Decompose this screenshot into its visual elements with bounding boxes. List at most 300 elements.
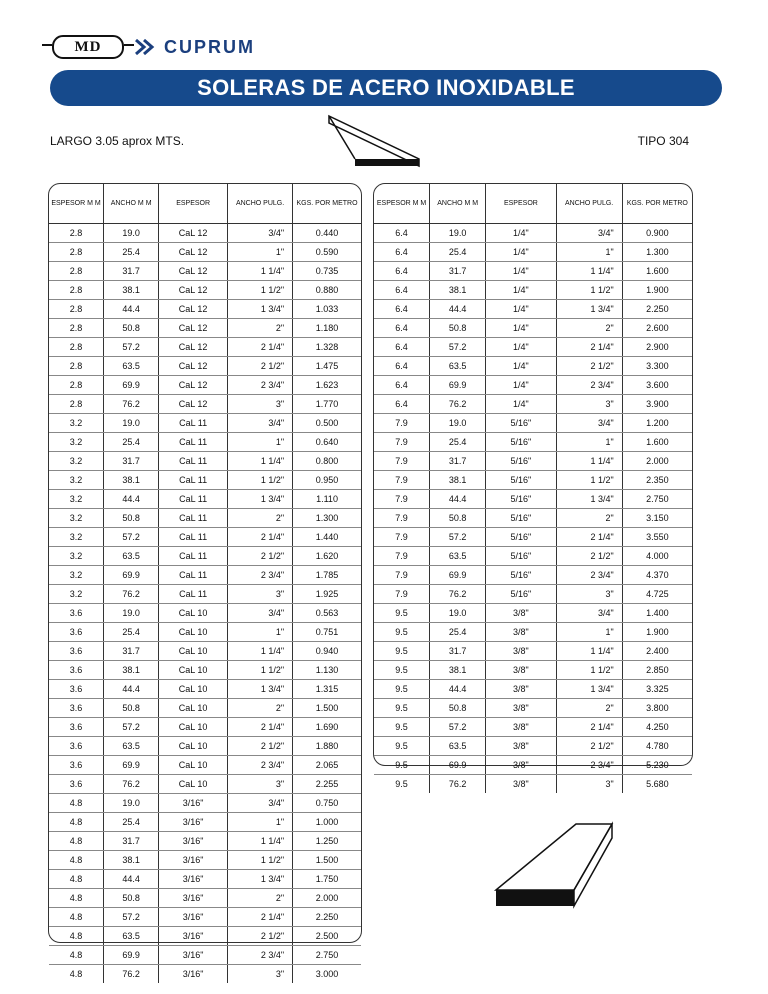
cell-ancho-mm: 57.2 <box>104 908 159 926</box>
cell-ancho-pulg: 2" <box>228 509 293 527</box>
cell-ancho-pulg: 2" <box>557 699 623 717</box>
cell-ancho-pulg: 2 1/2" <box>557 547 623 565</box>
cell-espesor: 3/8" <box>486 718 556 736</box>
cell-ancho-mm: 38.1 <box>430 661 486 679</box>
cell-ancho-mm: 69.9 <box>104 946 159 964</box>
cell-espesor-mm: 3.6 <box>49 718 104 736</box>
cell-espesor-mm: 9.5 <box>374 699 430 717</box>
table-row <box>49 319 361 338</box>
cell-kgs-metro: 3.550 <box>646 532 669 542</box>
cell-kgs-metro: 0.500 <box>315 418 339 428</box>
table-row <box>49 281 361 300</box>
cell-kgs-metro: 2.750 <box>646 494 669 504</box>
cell-espesor-mm: 2.8 <box>49 338 104 356</box>
cell-espesor-mm: 3.2 <box>49 509 104 527</box>
cell-espesor: 5/16" <box>486 471 556 489</box>
cell-ancho-mm: 69.9 <box>430 756 486 774</box>
cell-espesor: CaL 12 <box>159 224 228 242</box>
header-kgs-metro: KGS. POR METRO <box>296 200 358 207</box>
table-row <box>49 794 361 813</box>
table-right <box>373 183 693 789</box>
cell-ancho-mm: 69.9 <box>104 756 159 774</box>
table-row <box>374 756 692 775</box>
cell-ancho-pulg: 2 1/2" <box>228 547 293 565</box>
cell-espesor: 3/16" <box>159 794 228 812</box>
cell-ancho-mm: 76.2 <box>430 585 486 603</box>
table-row <box>49 338 361 357</box>
cell-ancho-mm: 63.5 <box>104 547 159 565</box>
cell-espesor: 5/16" <box>486 585 556 603</box>
cell-ancho-mm: 44.4 <box>104 680 159 698</box>
header-espesor: ESPESOR <box>159 184 228 223</box>
table-row <box>49 224 361 243</box>
cell-espesor-mm: 2.8 <box>49 319 104 337</box>
table-row <box>49 642 361 661</box>
cell-espesor: CaL 11 <box>159 414 228 432</box>
cell-ancho-pulg: 2 1/2" <box>557 737 623 755</box>
cell-ancho-pulg: 2 3/4" <box>228 946 293 964</box>
cell-ancho-pulg: 3" <box>228 395 293 413</box>
cell-ancho-mm: 50.8 <box>104 889 159 907</box>
cell-ancho-pulg: 1 3/4" <box>557 300 623 318</box>
cell-ancho-mm: 38.1 <box>430 471 486 489</box>
cell-espesor: 3/16" <box>159 927 228 945</box>
cell-ancho-mm: 44.4 <box>104 870 159 888</box>
table-row <box>49 300 361 319</box>
cell-espesor-mm: 3.6 <box>49 604 104 622</box>
table-row <box>49 775 361 794</box>
cell-kgs-metro: 5.680 <box>646 779 669 789</box>
cell-ancho-pulg: 3" <box>228 775 293 793</box>
cell-espesor: 3/8" <box>486 642 556 660</box>
cell-espesor-mm: 7.9 <box>374 471 430 489</box>
cell-ancho-mm: 44.4 <box>104 490 159 508</box>
table-row <box>374 243 692 262</box>
cell-ancho-mm: 25.4 <box>104 433 159 451</box>
cell-ancho-mm: 44.4 <box>104 300 159 318</box>
cell-espesor: 3/8" <box>486 775 556 793</box>
cell-espesor-mm: 3.6 <box>49 699 104 717</box>
cell-kgs-metro: 0.940 <box>315 646 339 656</box>
cell-espesor-mm: 4.8 <box>49 870 104 888</box>
cell-kgs-metro: 2.500 <box>315 931 339 941</box>
cell-espesor: 1/4" <box>486 243 556 261</box>
cell-espesor: CaL 11 <box>159 585 228 603</box>
cell-espesor: CaL 11 <box>159 452 228 470</box>
cell-ancho-mm: 38.1 <box>104 851 159 869</box>
cell-espesor: 3/8" <box>486 737 556 755</box>
cell-espesor-mm: 3.6 <box>49 737 104 755</box>
cell-ancho-pulg: 1 3/4" <box>557 680 623 698</box>
cell-espesor-mm: 3.2 <box>49 471 104 489</box>
cell-espesor: 3/16" <box>159 813 228 831</box>
cell-ancho-mm: 44.4 <box>430 680 486 698</box>
table-row <box>374 547 692 566</box>
cell-espesor: CaL 12 <box>159 376 228 394</box>
cell-espesor-mm: 3.2 <box>49 547 104 565</box>
cell-kgs-metro: 2.250 <box>646 304 669 314</box>
table-left <box>48 183 362 979</box>
cell-ancho-mm: 44.4 <box>430 300 486 318</box>
cell-espesor-mm: 2.8 <box>49 281 104 299</box>
table-row <box>49 509 361 528</box>
table-row <box>49 414 361 433</box>
cell-ancho-pulg: 1" <box>228 433 293 451</box>
table-row <box>374 414 692 433</box>
header-ancho-pulg: ANCHO PULG. <box>228 184 293 223</box>
cell-kgs-metro: 3.325 <box>646 684 669 694</box>
cell-kgs-metro: 0.751 <box>315 627 339 637</box>
table-row <box>49 376 361 395</box>
cell-espesor-mm: 6.4 <box>374 281 430 299</box>
cell-espesor-mm: 9.5 <box>374 775 430 793</box>
cell-kgs-metro: 1.925 <box>315 589 339 599</box>
cell-ancho-pulg: 1 1/4" <box>228 262 293 280</box>
cell-espesor: 1/4" <box>486 224 556 242</box>
cell-espesor: 3/8" <box>486 756 556 774</box>
company-logo <box>52 34 255 60</box>
cell-kgs-metro: 2.400 <box>646 646 669 656</box>
cell-ancho-pulg: 2 3/4" <box>228 566 293 584</box>
cell-ancho-pulg: 1 3/4" <box>228 680 293 698</box>
cell-kgs-metro: 1.110 <box>316 494 338 504</box>
cell-kgs-metro: 1.770 <box>315 399 339 409</box>
cell-espesor-mm: 9.5 <box>374 642 430 660</box>
table-row <box>49 547 361 566</box>
cell-ancho-pulg: 2" <box>228 699 293 717</box>
cell-ancho-mm: 63.5 <box>430 357 486 375</box>
cell-kgs-metro: 4.780 <box>646 741 669 751</box>
table-row <box>374 585 692 604</box>
cell-espesor: 5/16" <box>486 433 556 451</box>
cell-espesor-mm: 2.8 <box>49 395 104 413</box>
cell-espesor: 1/4" <box>486 357 556 375</box>
cell-kgs-metro: 1.000 <box>315 817 339 827</box>
cell-ancho-pulg: 1 1/2" <box>557 281 623 299</box>
cell-espesor-mm: 9.5 <box>374 737 430 755</box>
cell-espesor: 5/16" <box>486 509 556 527</box>
cell-espesor: 1/4" <box>486 281 556 299</box>
bar-top-illustration <box>325 113 425 171</box>
cell-espesor: CaL 12 <box>159 319 228 337</box>
header-espesor: ESPESOR <box>486 184 556 223</box>
cell-kgs-metro: 2.750 <box>315 950 339 960</box>
cell-ancho-pulg: 2 3/4" <box>228 376 293 394</box>
table-row <box>49 262 361 281</box>
cell-ancho-pulg: 2 1/2" <box>228 737 293 755</box>
table-row <box>49 490 361 509</box>
cell-espesor-mm: 6.4 <box>374 224 430 242</box>
cell-kgs-metro: 2.250 <box>315 912 339 922</box>
cell-kgs-metro: 1.180 <box>315 323 339 333</box>
cell-ancho-mm: 38.1 <box>430 281 486 299</box>
cell-espesor: 1/4" <box>486 262 556 280</box>
header-espesor-mm: ESPESOR M M <box>49 184 104 223</box>
cell-espesor: CaL 12 <box>159 243 228 261</box>
brand-name: CUPRUM <box>164 36 255 57</box>
cell-espesor-mm: 3.2 <box>49 528 104 546</box>
cell-ancho-mm: 63.5 <box>104 927 159 945</box>
cell-espesor-mm: 3.6 <box>49 661 104 679</box>
cell-espesor-mm: 9.5 <box>374 680 430 698</box>
cell-espesor: CaL 10 <box>159 680 228 698</box>
cell-espesor-mm: 3.6 <box>49 642 104 660</box>
cell-ancho-pulg: 1" <box>228 243 293 261</box>
cell-espesor-mm: 7.9 <box>374 566 430 584</box>
cell-espesor: 5/16" <box>486 452 556 470</box>
table-row <box>49 680 361 699</box>
table-row <box>374 338 692 357</box>
cell-ancho-mm: 57.2 <box>104 718 159 736</box>
cell-kgs-metro: 3.000 <box>315 969 339 979</box>
cell-espesor: 3/8" <box>486 623 556 641</box>
cell-ancho-mm: 57.2 <box>430 718 486 736</box>
cell-ancho-pulg: 1" <box>557 623 623 641</box>
cell-espesor-mm: 6.4 <box>374 338 430 356</box>
bar-bottom-illustration <box>494 820 616 910</box>
cell-espesor-mm: 7.9 <box>374 452 430 470</box>
cell-espesor-mm: 3.6 <box>49 775 104 793</box>
cell-ancho-pulg: 3/4" <box>557 414 623 432</box>
cell-kgs-metro: 4.725 <box>646 589 669 599</box>
table-row <box>49 889 361 908</box>
table-row <box>374 357 692 376</box>
cell-ancho-pulg: 2 3/4" <box>557 376 623 394</box>
cell-ancho-pulg: 1 1/2" <box>228 471 293 489</box>
cell-espesor: 1/4" <box>486 338 556 356</box>
table-row <box>49 395 361 414</box>
table-row <box>49 604 361 623</box>
cell-kgs-metro: 1.475 <box>315 361 339 371</box>
cell-ancho-pulg: 2 1/4" <box>557 528 623 546</box>
cell-espesor-mm: 2.8 <box>49 243 104 261</box>
cell-ancho-pulg: 1 3/4" <box>228 300 293 318</box>
table-row <box>374 661 692 680</box>
cell-ancho-pulg: 1 3/4" <box>228 870 293 888</box>
table-row <box>374 604 692 623</box>
cell-espesor: 1/4" <box>486 300 556 318</box>
cell-ancho-mm: 50.8 <box>104 509 159 527</box>
cell-espesor: CaL 10 <box>159 642 228 660</box>
cell-kgs-metro: 1.623 <box>315 380 339 390</box>
cell-espesor: CaL 10 <box>159 699 228 717</box>
cell-espesor: 5/16" <box>486 528 556 546</box>
cell-kgs-metro: 1.900 <box>646 285 669 295</box>
table-row <box>374 680 692 699</box>
cell-espesor: CaL 10 <box>159 623 228 641</box>
cell-ancho-pulg: 1 1/2" <box>228 851 293 869</box>
cell-kgs-metro: 4.370 <box>646 570 669 580</box>
cell-ancho-mm: 76.2 <box>430 775 486 793</box>
cell-kgs-metro: 0.950 <box>315 475 339 485</box>
cell-ancho-pulg: 2 3/4" <box>557 756 623 774</box>
cell-espesor: CaL 12 <box>159 300 228 318</box>
cell-ancho-mm: 31.7 <box>430 642 486 660</box>
cell-espesor: 3/16" <box>159 965 228 983</box>
table-row <box>374 737 692 756</box>
cell-ancho-pulg: 3/4" <box>557 604 623 622</box>
cell-ancho-pulg: 3" <box>228 585 293 603</box>
table-row <box>374 300 692 319</box>
table-row <box>374 490 692 509</box>
cell-kgs-metro: 1.880 <box>315 741 339 751</box>
cell-espesor-mm: 7.9 <box>374 433 430 451</box>
cell-ancho-pulg: 2 1/4" <box>557 338 623 356</box>
table-row <box>49 851 361 870</box>
cell-espesor-mm: 3.2 <box>49 452 104 470</box>
cell-espesor-mm: 3.2 <box>49 566 104 584</box>
cell-kgs-metro: 2.600 <box>646 323 669 333</box>
cell-espesor-mm: 4.8 <box>49 794 104 812</box>
cell-kgs-metro: 3.150 <box>646 513 669 523</box>
cell-ancho-mm: 19.0 <box>104 414 159 432</box>
cell-ancho-mm: 69.9 <box>430 566 486 584</box>
table-row <box>374 699 692 718</box>
cell-ancho-pulg: 2 3/4" <box>557 566 623 584</box>
table-row <box>49 756 361 775</box>
cell-kgs-metro: 1.600 <box>646 437 669 447</box>
table-row <box>49 832 361 851</box>
cell-kgs-metro: 1.300 <box>315 513 339 523</box>
cell-ancho-mm: 19.0 <box>104 604 159 622</box>
cell-ancho-pulg: 3/4" <box>228 794 293 812</box>
table-row <box>374 395 692 414</box>
cell-kgs-metro: 1.500 <box>315 855 339 865</box>
cell-espesor: CaL 12 <box>159 338 228 356</box>
cell-ancho-pulg: 1 1/4" <box>228 642 293 660</box>
cell-kgs-metro: 3.600 <box>646 380 669 390</box>
cell-ancho-pulg: 2 1/2" <box>228 927 293 945</box>
cell-ancho-mm: 25.4 <box>104 623 159 641</box>
cell-espesor-mm: 7.9 <box>374 528 430 546</box>
cell-ancho-pulg: 3" <box>557 585 623 603</box>
cell-kgs-metro: 1.328 <box>315 342 339 352</box>
cell-espesor: CaL 11 <box>159 509 228 527</box>
cell-kgs-metro: 1.130 <box>315 665 339 675</box>
cell-espesor-mm: 6.4 <box>374 243 430 261</box>
table-row <box>374 281 692 300</box>
cell-ancho-pulg: 2 1/4" <box>228 908 293 926</box>
cell-ancho-mm: 19.0 <box>104 224 159 242</box>
table-row <box>374 623 692 642</box>
cell-ancho-pulg: 1" <box>228 813 293 831</box>
cell-espesor-mm: 4.8 <box>49 908 104 926</box>
table-row <box>374 224 692 243</box>
cell-espesor-mm: 7.9 <box>374 490 430 508</box>
table-row <box>49 908 361 927</box>
cell-ancho-mm: 31.7 <box>430 262 486 280</box>
cell-espesor: CaL 12 <box>159 262 228 280</box>
cell-espesor-mm: 2.8 <box>49 376 104 394</box>
table-row <box>49 737 361 756</box>
cell-espesor-mm: 2.8 <box>49 262 104 280</box>
cell-espesor-mm: 4.8 <box>49 889 104 907</box>
cell-espesor: CaL 12 <box>159 281 228 299</box>
table-row <box>49 566 361 585</box>
table-row <box>49 946 361 965</box>
cell-kgs-metro: 1.300 <box>646 247 669 257</box>
cell-espesor-mm: 9.5 <box>374 623 430 641</box>
table-row <box>49 927 361 946</box>
cell-ancho-mm: 25.4 <box>104 813 159 831</box>
table-row <box>49 870 361 889</box>
cell-ancho-mm: 76.2 <box>104 775 159 793</box>
cell-espesor: CaL 12 <box>159 357 228 375</box>
cell-ancho-pulg: 1 1/4" <box>228 832 293 850</box>
cell-espesor-mm: 4.8 <box>49 832 104 850</box>
cell-ancho-pulg: 2 1/4" <box>228 718 293 736</box>
cell-ancho-pulg: 1 1/4" <box>228 452 293 470</box>
cell-ancho-mm: 19.0 <box>104 794 159 812</box>
table-row <box>49 243 361 262</box>
cell-ancho-pulg: 1 1/4" <box>557 452 623 470</box>
cell-kgs-metro: 1.033 <box>315 304 339 314</box>
header-ancho-mm: ANCHO M M <box>104 184 159 223</box>
cell-kgs-metro: 1.900 <box>646 627 669 637</box>
cell-ancho-pulg: 1 1/2" <box>557 661 623 679</box>
cell-ancho-mm: 31.7 <box>104 452 159 470</box>
cell-ancho-pulg: 1 1/2" <box>228 661 293 679</box>
cell-kgs-metro: 2.065 <box>315 760 339 770</box>
table-row <box>374 509 692 528</box>
cell-kgs-metro: 1.200 <box>646 418 669 428</box>
cell-espesor: CaL 10 <box>159 604 228 622</box>
cell-espesor-mm: 4.8 <box>49 813 104 831</box>
table-row <box>49 585 361 604</box>
chevron-right-icon <box>134 38 158 56</box>
table-row <box>374 262 692 281</box>
cell-espesor-mm: 6.4 <box>374 376 430 394</box>
cell-ancho-mm: 57.2 <box>104 338 159 356</box>
cell-kgs-metro: 2.850 <box>646 665 669 675</box>
cell-ancho-pulg: 2 1/4" <box>228 338 293 356</box>
cell-ancho-pulg: 2 1/2" <box>228 357 293 375</box>
cell-ancho-pulg: 2 1/4" <box>557 718 623 736</box>
cell-espesor: 1/4" <box>486 319 556 337</box>
cell-ancho-mm: 31.7 <box>104 262 159 280</box>
cell-ancho-pulg: 2" <box>228 889 293 907</box>
cell-espesor-mm: 6.4 <box>374 357 430 375</box>
table-row <box>374 775 692 793</box>
cell-espesor: 3/8" <box>486 604 556 622</box>
cell-espesor-mm: 3.6 <box>49 680 104 698</box>
cell-ancho-mm: 38.1 <box>104 281 159 299</box>
table-row <box>49 965 361 983</box>
cell-ancho-pulg: 3" <box>228 965 293 983</box>
cell-ancho-mm: 19.0 <box>430 224 486 242</box>
cell-espesor-mm: 2.8 <box>49 224 104 242</box>
cell-espesor-mm: 9.5 <box>374 661 430 679</box>
cell-espesor-mm: 9.5 <box>374 718 430 736</box>
cell-ancho-pulg: 3/4" <box>557 224 623 242</box>
table-row <box>49 528 361 547</box>
table-row <box>374 642 692 661</box>
cell-ancho-mm: 38.1 <box>104 661 159 679</box>
cell-ancho-mm: 25.4 <box>430 243 486 261</box>
cell-kgs-metro: 3.900 <box>646 399 669 409</box>
cell-espesor-mm: 3.2 <box>49 490 104 508</box>
cell-ancho-mm: 25.4 <box>430 433 486 451</box>
cell-ancho-pulg: 2 1/4" <box>228 528 293 546</box>
header-ancho-pulg: ANCHO PULG. <box>557 184 623 223</box>
cell-espesor: 5/16" <box>486 566 556 584</box>
table-row <box>49 718 361 737</box>
cell-ancho-pulg: 3/4" <box>228 224 293 242</box>
cell-espesor: CaL 11 <box>159 471 228 489</box>
cell-kgs-metro: 0.750 <box>315 798 339 808</box>
cell-espesor: CaL 12 <box>159 395 228 413</box>
cell-ancho-mm: 57.2 <box>104 528 159 546</box>
